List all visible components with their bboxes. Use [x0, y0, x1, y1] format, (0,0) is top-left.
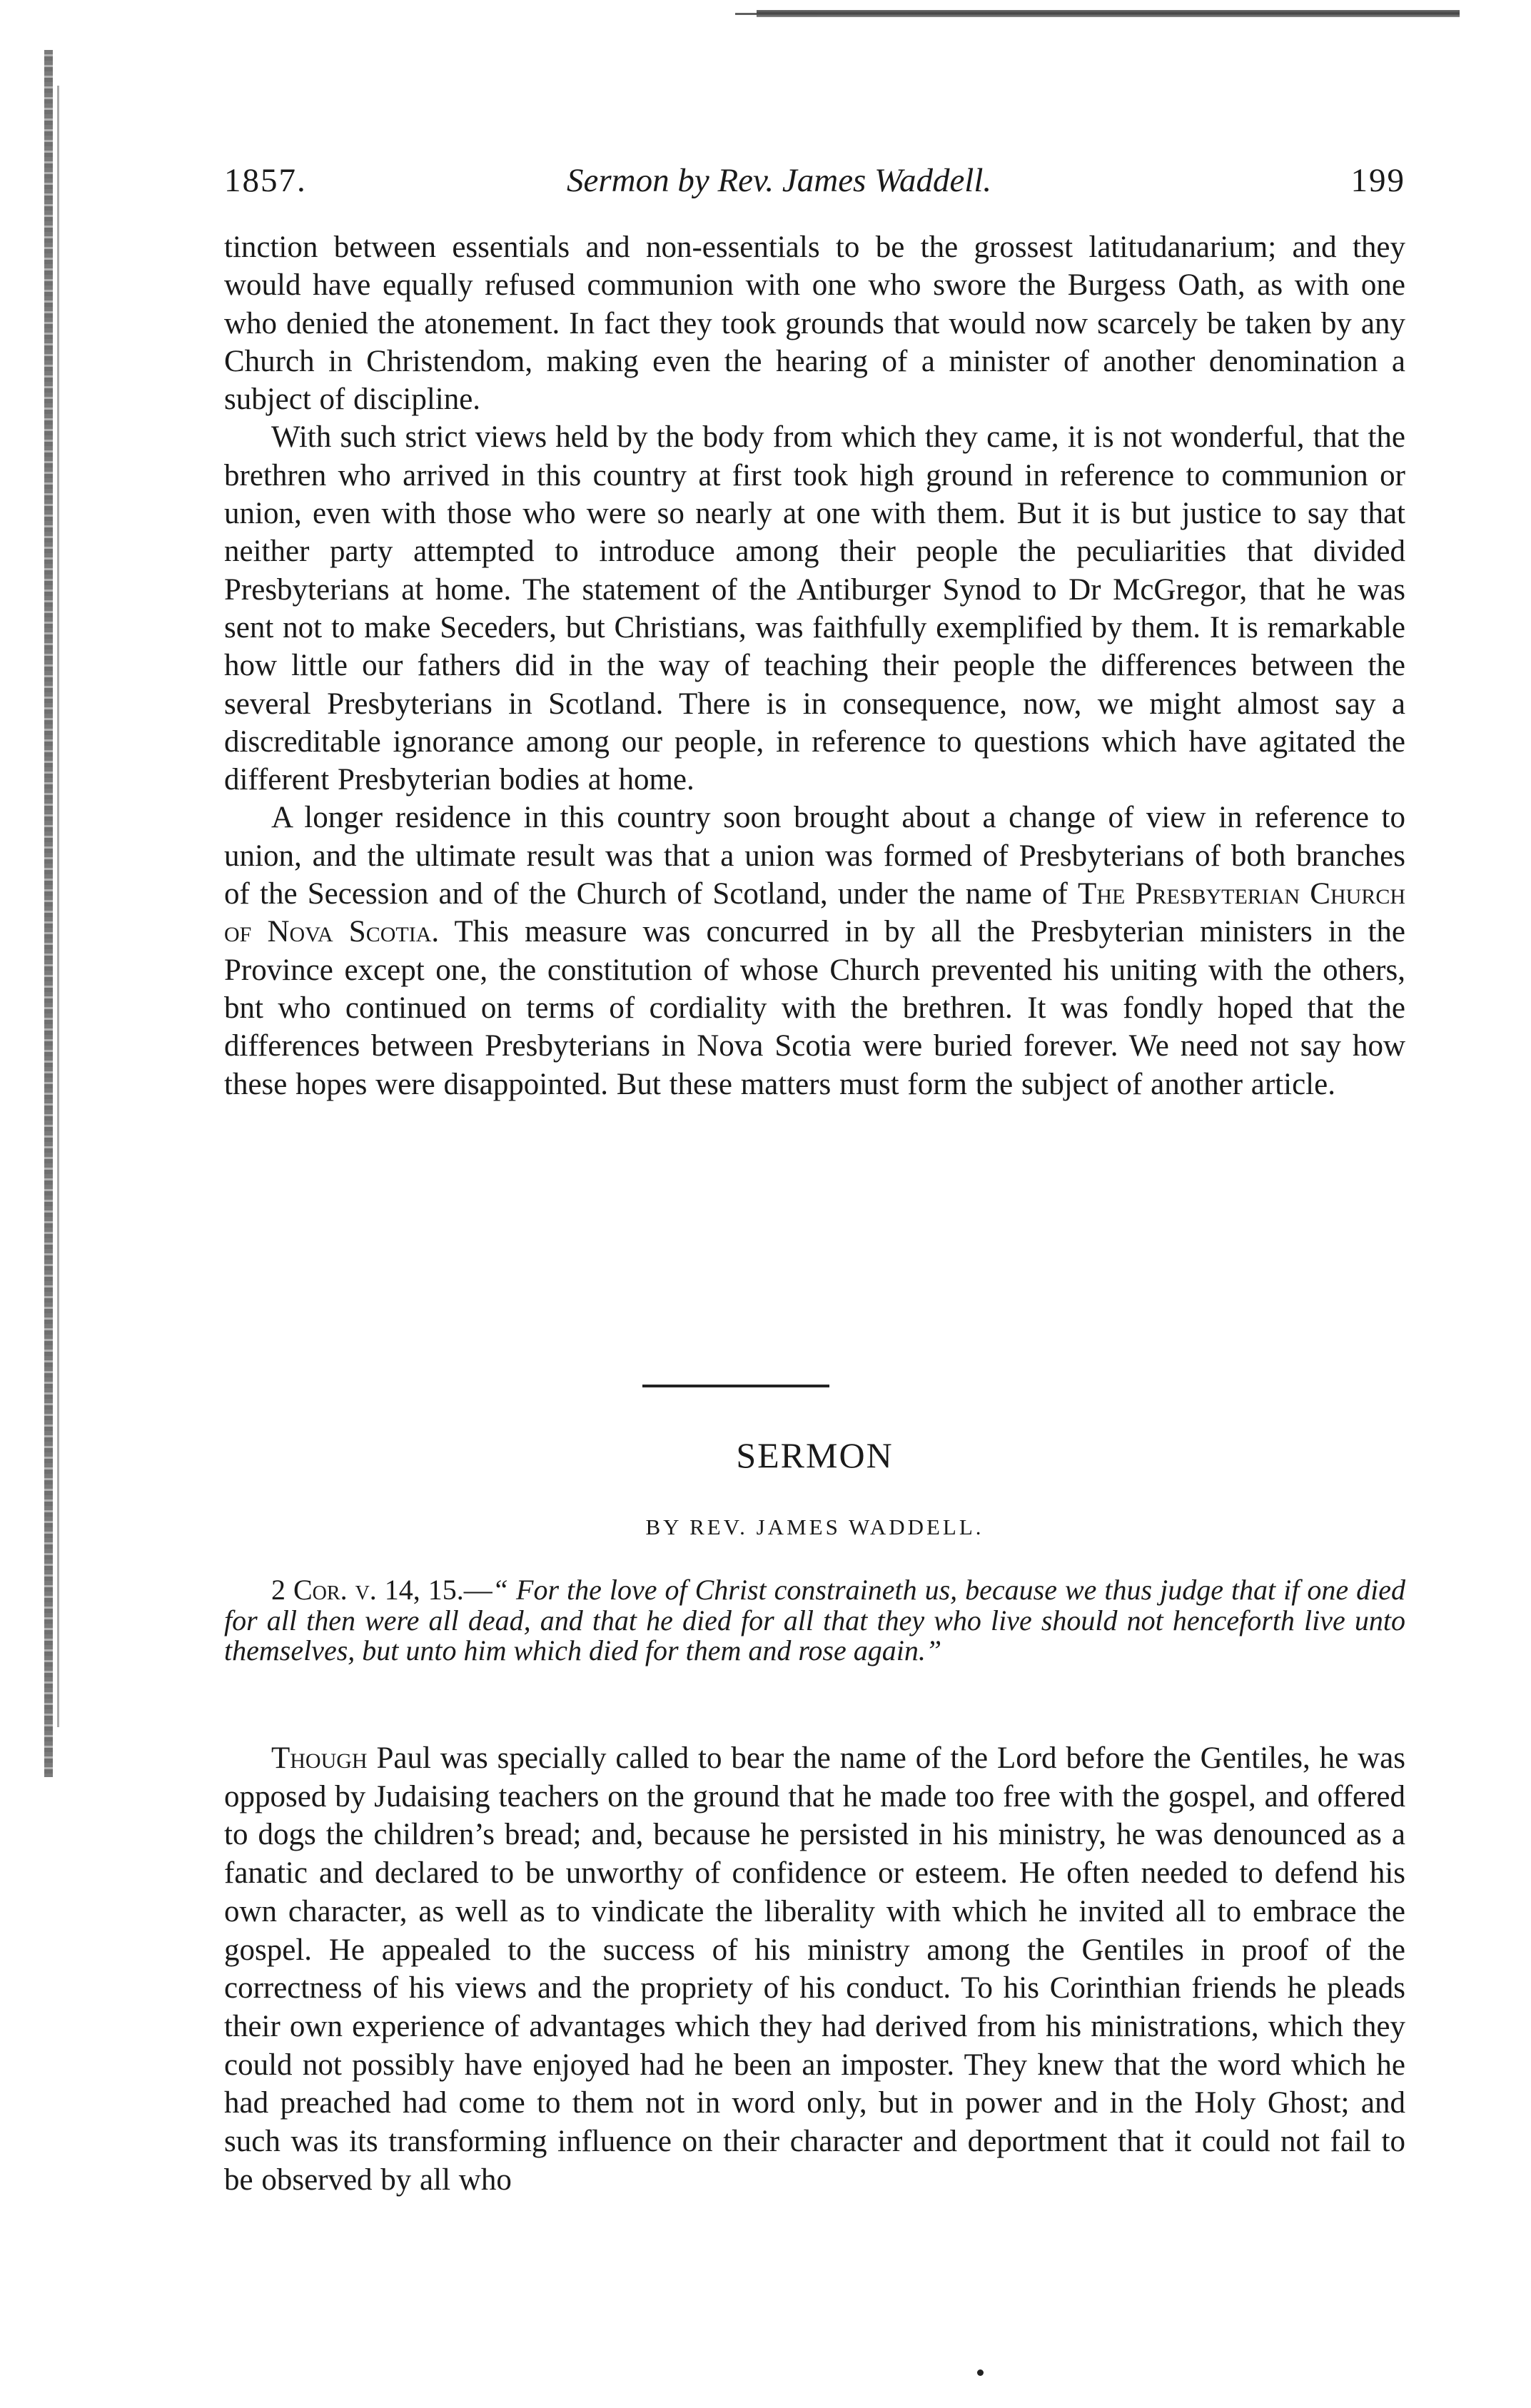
- page-number: 199: [1350, 162, 1405, 199]
- sermon-opening-paragraph: [224, 1739, 1405, 2199]
- binding-edge: [44, 50, 53, 1777]
- binding-edge-line: [57, 86, 59, 1727]
- sermon-body: [224, 1739, 1405, 2199]
- paragraph-text: A longer residence in this country soon brought about a change of view in reference to union, and the ultimate result was that a union was formed of Presbyterians of both branches of the Secession and of the Church of Scotland, under the name of: [224, 801, 1405, 911]
- sermon-heading: SERMON: [736, 1435, 894, 1475]
- scripture-epigraph: [224, 1575, 1405, 1666]
- opening-word: Though: [271, 1741, 368, 1775]
- scan-top-rule: [757, 10, 1460, 17]
- paragraph-continued: tinction between essentials and non-essentials to be the grossest latitudanarium; and they would have equally refused communion with one who swore the Burgess Oath, as with one who denied the atonement. In fact they took grounds that would now scarcely be taken by any Church in Christendom, making even the hearing of a minister of another denomination a subject of discipline.: [224, 231, 1405, 417]
- section-divider: [642, 1385, 829, 1387]
- paragraph: With such strict views held by the body from which they came, it is not wonderful, that the brethren who arrived in this country at first took high ground in reference to communion or union, even with those who were so nearly at one with them. But it is but justice to say that neither party attempted to introduce among their people the peculiarities that divided Presbyterians at home. The statement of the Antiburger Synod to Dr McGregor, that he was sent not to make Seceders, but Christians, was faithfully exemplified by them. It is remarkable how little our fathers did in the way of teaching their people the differences between the several Presbyterians in Scotland. There is in consequence, now, we might almost say a discreditable ignorance among our people, in reference to questions which have agitated the different Presbyterian bodies at home.: [224, 420, 1405, 797]
- church-name: The Presbyterian Church of Nova Scotia: [224, 877, 1405, 949]
- paragraph-union: [224, 799, 1405, 1103]
- scripture-reference: 2 Cor. v. 14, 15.—: [271, 1574, 492, 1606]
- paragraph-text: . This measure was concurred in by all the Presbyterian ministers in the Province except one, the constitution of whose Church prevented his uniting with the others, bnt who continued on terms of cordiality with the brethren. It was fondly hoped that the differences between Presbyterians in Nova Scotia were buried forever. We need not say how these hopes were disappointed. But these matters must form the subject of another article.: [224, 915, 1405, 1101]
- scripture-verse: “ For the love of Christ constraineth us, because we thus judge that if one died for all then were all dead, and that he died for all that they who live should not henceforth live unto themselves, but unto him which died for them and rose again.”: [224, 1574, 1405, 1667]
- running-head: [224, 161, 1405, 204]
- sermon-author: BY REV. JAMES WADDELL.: [645, 1514, 984, 1539]
- continued-article: [224, 228, 1405, 1103]
- paragraph-text: Paul was specially called to bear the name of the Lord before the Gentiles, he was opposed by Judaising teachers on the ground that he made too free with the gospel, and offered to dogs the children’s bread; and, because he persisted in his ministry, he was denounced as a fanatic and declared to be unworthy of confidence or esteem. He often needed to defend his own character, as well as to vindicate the liberality with which he invited all to embrace the gospel. He appealed to the success of his ministry among the Gentiles in proof of the correctness of his views and the propriety of his conduct. To his Corinthian friends he pleads their own experience of advantages which they had derived from his ministrations, which they could not possibly have enjoyed had he been an imposter. They knew that the word which he had preached had come to them not in word only, but in power and in the Holy Ghost; and such was its transforming influence on their character and deportment that it could not fail to be observed by all who: [224, 1741, 1405, 2197]
- signature-mark: [977, 2369, 984, 2376]
- header-year: 1857.: [224, 162, 307, 199]
- header-title: Sermon by Rev. James Waddell.: [567, 162, 992, 199]
